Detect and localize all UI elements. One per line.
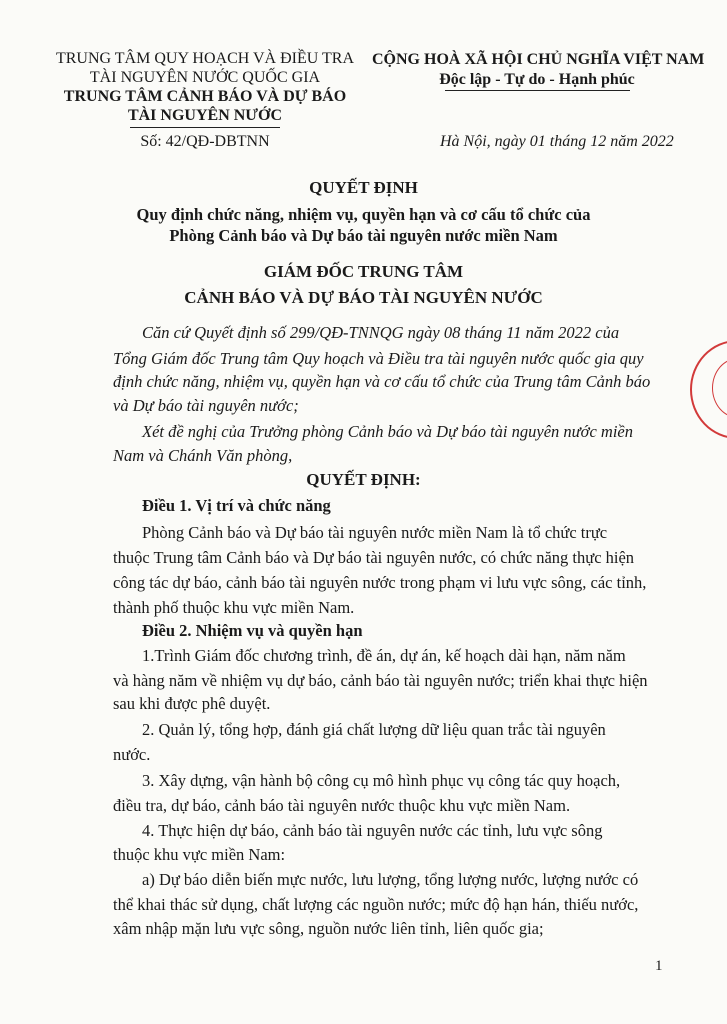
page-number: 1 xyxy=(655,958,663,974)
agency-parent-line2: TÀI NGUYÊN NƯỚC QUỐC GIA xyxy=(89,69,321,86)
document-subject-line1: Quy định chức năng, nhiệm vụ, quyền hạn và cơ cấu tổ chức của xyxy=(136,205,591,224)
article-2-item-4-line: 4. Thực hiện dự báo, cảnh báo tài nguyên nước các tỉnh, lưu vực sông xyxy=(142,821,603,840)
article-2-item-1-line: sau khi được phê duyệt. xyxy=(113,694,271,713)
article-1-line: công tác dự báo, cảnh báo tài nguyên nước trong phạm vi lưu vực sông, các tỉnh, xyxy=(113,573,647,592)
preamble-basis-line: Căn cứ Quyết định số 299/QĐ-TNNQG ngày 08 tháng 11 năm 2022 của xyxy=(142,323,620,342)
preamble-basis-line: và Dự báo tài nguyên nước; xyxy=(113,396,299,415)
agency-name-line1: TRUNG TÂM CẢNH BÁO VÀ DỰ BÁO xyxy=(63,88,347,105)
document-subject-line2: Phòng Cảnh báo và Dự báo tài nguyên nước miền Nam xyxy=(169,226,558,245)
issue-date: Hà Nội, ngày 01 tháng 12 năm 2022 xyxy=(440,133,674,150)
article-2-heading: Điều 2. Nhiệm vụ và quyền hạn xyxy=(142,621,363,640)
agency-underline xyxy=(130,127,280,128)
authority-line1: GIÁM ĐỐC TRUNG TÂM xyxy=(263,262,464,281)
document-number: Số: 42/QĐ-DBTNN xyxy=(140,133,270,150)
article-2-item-1-line: 1.Trình Giám đốc chương trình, đề án, dự án, kế hoạch dài hạn, năm năm xyxy=(142,646,626,665)
agency-name-line2: TÀI NGUYÊN NƯỚC xyxy=(127,107,283,124)
motto-underline xyxy=(445,90,630,91)
article-2-item-3-line: điều tra, dự báo, cảnh báo tài nguyên nước thuộc khu vực miền Nam. xyxy=(113,796,571,815)
agency-parent-line1: TRUNG TÂM QUY HOẠCH VÀ ĐIỀU TRA xyxy=(55,50,355,67)
article-1-line: Phòng Cảnh báo và Dự báo tài nguyên nước miền Nam là tổ chức trực xyxy=(142,523,608,542)
national-motto: Độc lập - Tự do - Hạnh phúc xyxy=(439,71,635,88)
article-2-item-2-line: 2. Quản lý, tổng hợp, đánh giá chất lượng dữ liệu quan trắc tài nguyên xyxy=(142,720,606,739)
preamble-basis-line: Tổng Giám đốc Trung tâm Quy hoạch và Điều tra tài nguyên nước quốc gia quy xyxy=(113,349,644,368)
document-type: QUYẾT ĐỊNH xyxy=(309,178,418,197)
preamble-proposal-line: Nam và Chánh Văn phòng, xyxy=(113,446,293,465)
authority-line2: CẢNH BÁO VÀ DỰ BÁO TÀI NGUYÊN NƯỚC xyxy=(184,288,543,307)
article-1-line: thành phố thuộc khu vực miền Nam. xyxy=(113,598,355,617)
article-1-heading: Điều 1. Vị trí và chức năng xyxy=(142,496,331,515)
preamble-proposal-line: Xét đề nghị của Trưởng phòng Cảnh báo và Dự báo tài nguyên nước miền xyxy=(142,422,633,441)
article-2-item-1-line: và hàng năm về nhiệm vụ dự báo, cảnh báo tài nguyên nước; triển khai thực hiện xyxy=(113,671,648,690)
article-2-item-4-line: thuộc khu vực miền Nam: xyxy=(113,845,286,864)
decision-heading: QUYẾT ĐỊNH: xyxy=(306,470,421,489)
article-2-item-2-line: nước. xyxy=(113,745,151,764)
article-2-item-4a-line: a) Dự báo diễn biến mực nước, lưu lượng, tổng lượng nước, lượng nước có xyxy=(142,870,639,889)
preamble-basis-line: định chức năng, nhiệm vụ, quyền hạn và cơ cấu tổ chức của Trung tâm Cảnh báo xyxy=(113,372,651,391)
national-title: CỘNG HOÀ XÃ HỘI CHỦ NGHĨA VIỆT NAM xyxy=(372,51,705,68)
article-2-item-4a-line: xâm nhập mặn lưu vực sông, nguồn nước liên tỉnh, liên quốc gia; xyxy=(113,919,544,938)
article-1-line: thuộc Trung tâm Cảnh báo và Dự báo tài nguyên nước, có chức năng thực hiện xyxy=(113,548,635,567)
article-2-item-3-line: 3. Xây dựng, vận hành bộ công cụ mô hình phục vụ công tác quy hoạch, xyxy=(142,771,621,790)
article-2-item-4a-line: thể khai thác sử dụng, chất lượng các nguồn nước; mức độ hạn hán, thiếu nước, xyxy=(113,895,639,914)
